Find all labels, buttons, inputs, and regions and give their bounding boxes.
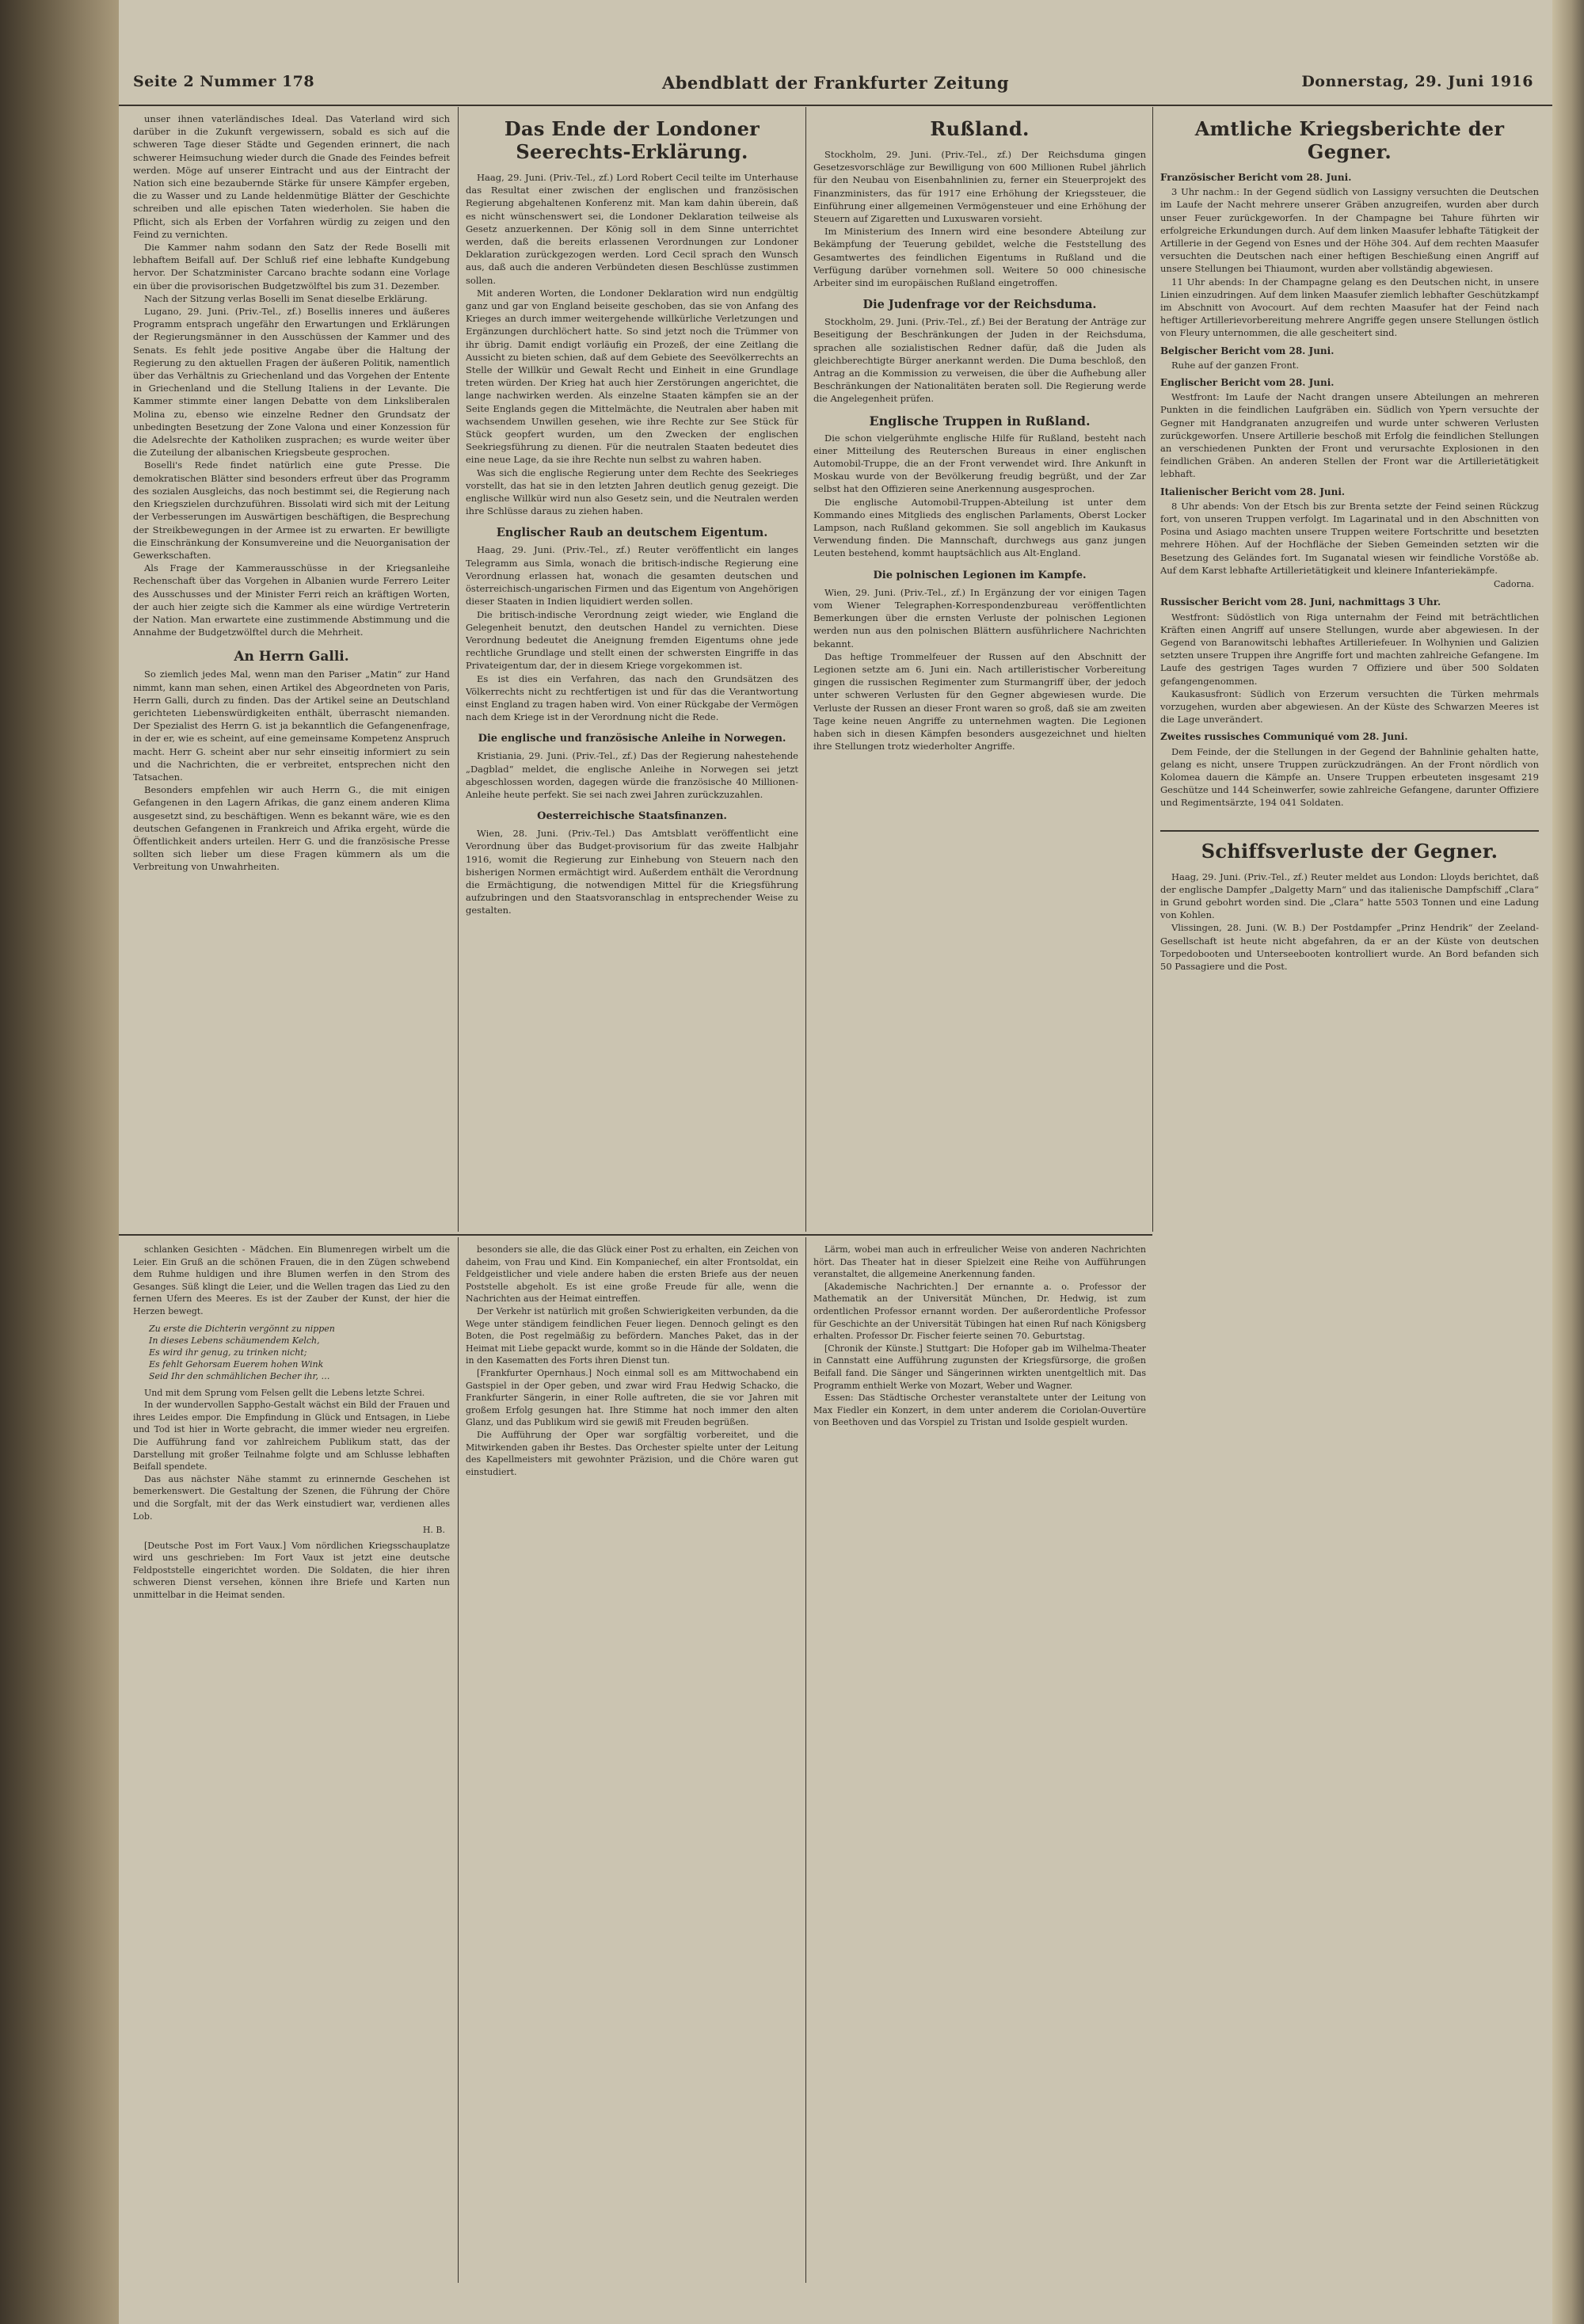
article-title: Rußland. xyxy=(930,117,1030,140)
article-title: Oesterreichische Staatsfinanzen. xyxy=(537,810,727,823)
article-title: Die polnischen Legionen im Kampfe. xyxy=(873,569,1087,581)
article-title: An Herrn Galli. xyxy=(234,649,349,665)
paragraph: Lugano, 29. Juni. (Priv.-Tel., zf.) Bosellis inneres und äußeres Programm entsprach ungefähr den Erwartungen und Erklärungen der Regierungsmänner in den Ausschüssen der Kammer und des Senats. Es fehlt jede positive Angabe über die Haltung der Regierung zu den aktuellen Fragen der äußeren Politik, namentlich über das Verhältnis zu Griechenland und das Vorgehen der Entente in Griechenland und die Stellung Italiens in der Levante. Die Kammer stimmte einer langen Debatte von dem Linksliberalen Molina zu, ebenso wie einzelne Redner den Grundsatz der unbedingten Besetzung der Zone Valona und einer Konzession für die Adelsrechte der Katholiken zusprachen; es wurde weiter über die Zuteilung der albanischen Kriegsbeute gesprochen. xyxy=(133,306,450,459)
section-divider xyxy=(119,1234,1152,1236)
paragraph: Im Ministerium des Innern wird eine besondere Abteilung zur Bekämpfung der Teuerung gebildet, welche die Feststellung des Gesamtwertes des feindlichen Eigentums in Rußland und die Verfügung darüber vornehmen soll. Weitere 50 000 chinesische Arbeiter sind im europäischen Rußland eingetroffen. xyxy=(813,226,1146,289)
paragraph: Haag, 29. Juni. (Priv.-Tel., zf.) Lord Robert Cecil teilte im Unterhause das Resultat einer zwischen der englischen und französischen Regierung abgehaltenen Konferenz mit. Man kam dahin überein, daß es nicht wünschenswert sei, die Londoner Deklaration teilweise als Gesetz anzuerkennen. Der König soll in dem Sinne unterrichtet werden, daß die bereits erlassenen Verordnungen zur Londoner Deklaration zurückgezogen werden. Lord Cecil sprach den Wunsch aus, daß auch die anderen Verbündeten diesen Beschlüsse zustimmen sollen. xyxy=(466,172,798,286)
paragraph: Kaukasusfront: Südlich von Erzerum versuchten die Türken mehrmals vorzugehen, wurden aber abgewiesen. An der Küste des Schwarzen Meeres ist die Lage unverändert. xyxy=(1160,688,1539,726)
paragraph: [Chronik der Künste.] Stuttgart: Die Hofoper gab im Wilhelma‑Theater in Cannstatt eine Aufführung zugunsten der Kriegsfürsorge, die großen Beifall fand. Die Sänger und Sängerinnen wirkten unentgeltlich mit. Das Programm enthielt Werke von Mozart, Weber und Wagner. xyxy=(813,1343,1146,1391)
feuilleton-column-3 xyxy=(813,1244,1146,2281)
paragraph: Mit anderen Worten, die Londoner Deklaration wird nun endgültig ganz und gar von England beiseite geschoben, das sie von Anfang des Krieges an durch immer weitergehende willkürliche Verletzungen und Ergänzungen durchlöchert hatte. So sind jetzt noch die Trümmer von ihr übrig. Damit endigt vorläufig ein Prozeß, der eine Zeitlang die Aussicht zu bieten schien, daß auf dem Gebiete des Seevölkerrechts an Stelle der Willkür und Gewalt Recht und Einheit in eine Grundlage treten würden. Der Krieg hat auch hier Zerstörungen angerichtet, die lange nachwirken werden. Als einzelne Staaten kämpfen sie an der Seite Englands gegen die Mittelmächte, die Neutralen aber haben mit wachsendem Unwillen gesehen, wie ihre Rechte zur See Stück für Stück geopfert wurden, um den Zwecken der englischen Seekriegsführung zu dienen. Für die neutralen Staaten bedeutet dies eine neue Lage, da sie ihre Rechte nun selbst zu wahren haben. xyxy=(466,287,798,466)
poem-line: In dieses Lebens schäumendem Kelch, xyxy=(149,1335,320,1346)
newspaper-page xyxy=(119,0,1552,2324)
paragraph: Als Frage der Kammerausschüsse in der Kriegsanleihe Rechenschaft über das Vorgehen in Albanien wurde Ferrero Leiter des Ausschusses und der Minister Ferri reich an kräftigen Worten, der auch hier zeigte sich die Kammer als eine würdige Vertreterin der Nation. Man erwartete eine zustimmende Abstimmung und die Annahme der Budgetzwölftel durch die Mehrheit. xyxy=(133,562,450,638)
column-rule xyxy=(1152,107,1153,1232)
report-heading: Russischer Bericht vom 28. Juni, nachmittags 3 Uhr. xyxy=(1160,596,1441,608)
column-rule xyxy=(805,1237,806,2283)
column-russland xyxy=(813,112,1146,1229)
paragraph: Die englische Automobil-Truppen-Abteilung ist unter dem Kommando eines Mitglieds des englischen Parlaments, Oberst Locker Lampson, nach Rußland gekommen. Sie soll angeblich im Kaukasus Verwendung finden. Die Mannschaft, durchwegs aus ganz jungen Leuten bestehend, kommt hauptsächlich aus Alt-England. xyxy=(813,496,1146,559)
paragraph: Westfront: Südöstlich von Riga unternahm der Feind mit beträchtlichen Kräften einen Angriff auf unsere Stellungen, wurde aber abgewiesen. In der Gegend von Baranowitschi lebhaftes Artilleriefeuer. In Wolhynien und Galizien setzten unsere Truppen ihre Angriffe fort und machten zahlreiche Gefangene. Im Laufe des gestrigen Tages wurden 7 Offiziere und über 500 Soldaten gefangengenommen. xyxy=(1160,611,1539,687)
paragraph: Stockholm, 29. Juni. (Priv.-Tel., zf.) Bei der Beratung der Anträge zur Beseitigung der Beschränkungen der Juden in der Reichsduma, sprachen alle sozialistischen Redner dafür, daß die Juden als gleichberechtigte Bürger anerkannt werden. Die Duma beschloß, den Antrag an die Kommission zu verweisen, die über die Aufhebung aller Beschränkungen der Nationalitäten beraten soll. Die Regierung werde die Angelegenheit prüfen. xyxy=(813,316,1146,405)
paragraph: [Deutsche Post im Fort Vaux.] Vom nördlichen Kriegsschauplatze wird uns geschrieben: Im Fort Vaux ist jetzt eine deutsche Feldpoststelle eingerichtet worden. Die Soldaten, die hier ihren schweren Dienst versehen, können ihre Briefe und Karten nun unmittelbar in die Heimat senden. xyxy=(133,1540,450,1601)
article-title: Die Judenfrage vor der Reichsduma. xyxy=(862,298,1097,312)
paragraph: Essen: Das Städtische Orchester veranstaltete unter der Leitung von Max Fiedler ein Konzert, in dem unter anderem die Coriolan‑Ouvertüre von Beethoven und das Vorspiel zu Tristan und Isolde gespielt wurden. xyxy=(813,1392,1146,1428)
paragraph: Das aus nächster Nähe stammt zu erinnernde Geschehen ist bemerkenswert. Die Gestaltung der Szenen, die Führung der Chöre und die Sorgfalt, mit der das Werk einstudiert war, verdienen alles Lob. xyxy=(133,1473,450,1522)
paragraph: Haag, 29. Juni. (Priv.-Tel., zf.) Reuter meldet aus London: Lloyds berichtet, daß der englische Dampfer „Dalgetty Marn“ und das italienische Dampfschiff „Clara“ in Grund gebohrt worden sind. Die „Clara“ hatte 5503 Tonnen und eine Ladung von Kohlen. xyxy=(1160,871,1539,921)
poem-line: Es fehlt Gehorsam Euerem hohen Wink xyxy=(149,1358,324,1370)
header-date: Donnerstag, 29. Juni 1916 xyxy=(1301,73,1533,90)
page-edge xyxy=(1552,0,1584,2324)
paragraph: Die Aufführung der Oper war sorgfältig vorbereitet, und die Mitwirkenden gaben ihr Bestes. Das Orchester spielte unter der Leitung des Kapellmeisters mit gewohnter Präzision, und die Chöre waren gut einstudiert. xyxy=(466,1429,798,1477)
paragraph: Boselli's Rede findet natürlich eine gute Presse. Die demokratischen Blätter sind besonders erfreut über das Programm des sozialen Ausgleichs, das noch bestimmt sei, die Regierung nach den Kriegszielen durchzuführen. Bissolati wird sich mit der Leitung der Verbesserungen im Auswärtigen beschäftigen, die Besprechung der Streikbewegungen in der Armee ist zu erwarten. Er bewilligte die Einschränkung der Konsumvereine und die Neuorganisation der Gewerkschaften. xyxy=(133,459,450,561)
signature: Cadorna. xyxy=(1493,579,1534,590)
column-rule xyxy=(805,107,806,1232)
paragraph: Vlissingen, 28. Juni. (W. B.) Der Postdampfer „Prinz Hendrik“ der Zeeland-Gesellschaft ist heute nicht abgefahren, da er an der Küste von deutschen Torpedobooten und Unterseebooten kontrolliert wurde. An Bord befanden sich 50 Passagiere und die Post. xyxy=(1160,922,1539,972)
paragraph: So ziemlich jedes Mal, wenn man den Pariser „Matin“ zur Hand nimmt, kann man sehen, einen Artikel des Abgeordneten von Paris, Herrn Galli, durch zu finden. Das der Artikel seine an Deutschland gerichteten Liebenswürdigkeiten enthält, überrascht niemanden. Der Spezialist des Herrn G. ist ja bekanntlich die Gefangenenfrage, in der er, wie es scheint, auf eine gemeinsame Kompetenz Anspruch macht. Herr G. scheint aber nur sehr einseitig informiert zu sein und die Nachrichten, die er verbreitet, entsprechen nicht den Tatsachen. xyxy=(133,669,450,783)
column-rule xyxy=(458,107,459,1232)
paragraph: Wien, 28. Juni. (Priv.-Tel.) Das Amtsblatt veröffentlicht eine Verordnung über das Budget-provisorium für das zweite Halbjahr 1916, womit die Regierung zur Einhebung von Steuern nach den bisherigen Normen ermächtigt wird. Außerdem enthält die Verordnung die Ermächtigung, die notwendigen Mittel für die Kriegsführung aufzubringen und den Staatsvoranschlag in entsprechender Weise zu gestalten. xyxy=(466,828,798,916)
paragraph: Was sich die englische Regierung unter dem Rechte des Seekrieges vorstellt, das hat sie in den letzten Jahren deutlich genug gezeigt. Die englische Willkür wird nun also Gesetz sein, und die Neutralen werden ihre Schlüsse daraus zu ziehen haben. xyxy=(466,467,798,517)
article-title: Englische Truppen in Rußland. xyxy=(869,413,1091,429)
paragraph: Nach der Sitzung verlas Boselli im Senat dieselbe Erklärung. xyxy=(144,292,428,304)
paragraph: Kristiania, 29. Juni. (Priv.-Tel., zf.) Das der Regierung nahestehende „Dagblad“ meldet, die englische Anleihe in Norwegen sei jetzt abgeschlossen worden, dagegen würde die französische 40 Millionen-Anleihe heute perfekt. Sie sei nach zwei Jahren zurückzuzahlen. xyxy=(466,750,798,800)
report-heading: Belgischer Bericht vom 28. Juni. xyxy=(1160,345,1335,356)
poem-line: Seid Ihr den schmählichen Becher ihr, … xyxy=(149,1370,330,1381)
paragraph: [Frankfurter Opernhaus.] Noch einmal soll es am Mittwochabend ein Gastspiel in der Oper geben, und zwar wird Frau Hedwig Schacko, die Frankfurter Sängerin, in einer Rolle auftreten, die sie vor Jahren mit großem Erfolg gesungen hat. Ihre Stimme hat noch immer den alten Glanz, und das Publikum wird sie gewiß mit Freuden begrüßen. xyxy=(466,1367,798,1428)
paragraph: [Akademische Nachrichten.] Der ernannte a. o. Professor der Mathematik an der Universität München, Dr. Hedwig, ist zum ordentlichen Professor ernannt worden. Der außerordentliche Professor für Geschichte an der Universität Tübingen hat einen Ruf nach Königsberg erhalten. Professor Dr. Fischer feierte seinen 70. Geburtstag. xyxy=(813,1281,1146,1342)
paragraph: Westfront: Im Laufe der Nacht drangen unsere Abteilungen an mehreren Punkten in die feindlichen Laufgräben ein. Südlich von Ypern versuchte der Gegner mit Handgranaten anzugreifen und wurde unter schweren Verlusten zurückgeworfen. Unsere Artillerie beschoß mit Erfolg die feindlichen Stellungen an verschiedenen Punkten der Front und verursachte Explosionen in den feindlichen Gräben. An anderen Stellen der Front war die Artillerietätigkeit lebhaft. xyxy=(1160,391,1539,480)
column-italy xyxy=(133,112,450,1229)
feuilleton-column-1 xyxy=(133,1244,450,2281)
report-heading: Zweites russisches Communiqué vom 28. Juni. xyxy=(1160,731,1408,743)
paragraph: Dem Feinde, der die Stellungen in der Gegend der Bahnlinie gehalten hatte, gelang es nicht, unsere Truppen zurückzudrängen. An der Front nördlich von Kolomea dauern die Kämpfe an. Unsere Truppen erbeuteten insgesamt 219 Geschütze und 144 Scheinwerfer, sowie zahlreiche Gefangene, darunter Offiziere und Regimentsärzte, 194 041 Soldaten. xyxy=(1160,745,1539,809)
paragraph: Wien, 29. Juni. (Priv.-Tel., zf.) In Ergänzung der vor einigen Tagen vom Wiener Telegraphen-Korrespondenzbureau veröffentlichten Bemerkungen über die ernsten Verluste der polnischen Legionen werden nun aus den polnischen Blättern ausführlichere Nachrichten bekannt. xyxy=(813,586,1146,650)
column-rule xyxy=(458,1237,459,2283)
paragraph: Die Kammer nahm sodann den Satz der Rede Boselli mit lebhaftem Beifall auf. Der Schluß rief eine lebhafte Kundgebung hervor. Der Schatzminister Carcano brachte sodann eine Vorlage ein über die provisorischen Budgetzwölftel bis zum 31. Dezember. xyxy=(133,242,450,291)
paragraph: Der Verkehr ist natürlich mit großen Schwierigkeiten verbunden, da die Wege unter ständigem feindlichen Feuer liegen. Dennoch gelingt es den Boten, die Post regelmäßig zu befördern. Manches Paket, das in der Heimat mit Liebe gepackt wurde, kommt so in die Hände der Soldaten, die in den Kasematten des Forts ihren Dienst tun. xyxy=(466,1305,798,1366)
paragraph: schlanken Gesichten ‑ Mädchen. Ein Blumenregen wirbelt um die Leier. Ein Gruß an die schönen Frauen, die in den Zügen schwebend dem Ruhme huldigen und ihre Blumen werfen in den Strom des Gesanges. Süß klingt die Leier, und die Wellen tragen das Lied zu den fernen Ufern des Meeres. Es ist der Zauber der Kunst, der hier die Herzen bewegt. xyxy=(133,1244,450,1316)
paragraph: Stockholm, 29. Juni. (Priv.-Tel., zf.) Der Reichsduma gingen Gesetzesvorschläge zur Bewilligung von 600 Millionen Rubel jährlich für den Neubau von Eisenbahnlinien zu, ferner ein Steuerprojekt des Finanzministers, das für 1917 eine Erhöhung der Kriegssteuer, die Einführung einer allgemeinen Vermögensteuer und eine Erhöhung der Steuern auf Zigaretten und Luxuswaren vorsieht. xyxy=(813,149,1146,225)
paragraph: Es ist dies ein Verfahren, das nach den Grundsätzen des Völkerrechts nicht zu rechtfertigen ist und für das die Verantwortung einst England zu tragen haben wird. Von einer Rückgabe der Vermögen nach dem Kriege ist in der Verordnung nicht die Rede. xyxy=(466,672,798,723)
column-kriegsberichte xyxy=(1160,112,1539,2283)
article-title: Englischer Raub an deutschem Eigentum. xyxy=(496,526,768,540)
article-title: Amtliche Kriegsberichte der Gegner. xyxy=(1194,117,1505,163)
paragraph: 3 Uhr nachm.: In der Gegend südlich von Lassigny versuchten die Deutschen im Laufe der Nacht mehrere unserer Gräben anzugreifen, wurden aber durch unser Feuer zurückgeworfen. In der Champagne bei Tahure führten wir erfolgreiche Erkundungen durch. Auf dem linken Maasufer lebhafte Tätigkeit der Artillerie in der Gegend von Esnes und der Höhe 304. Auf dem rechten Maasufer versuchten die Deutschen nach einer heftigen Beschießung einen Angriff auf unsere Stellungen bei Thiaumont, wurden aber vollständig abgewiesen. xyxy=(1160,186,1539,275)
report-heading: Englischer Bericht vom 28. Juni. xyxy=(1160,377,1335,389)
paragraph: Besonders empfehlen wir auch Herrn G., die mit einigen Gefangenen in den Lagern Afrikas, die ganz einem anderen Klima ausgesetzt sind, zu beschäftigen. Wenn es bekannt wäre, wie es den deutschen Gefangenen in Frankreich und Afrika ergeht, würde die Öffentlichkeit anders urteilen. Herr G. und die französische Presse sollten sich lieber um diese Fragen kümmern als um die Verbreitung von Unwahrheiten. xyxy=(133,784,450,873)
paragraph: Lärm, wobei man auch in erfreulicher Weise von anderen Nachrichten hört. Das Theater hat in dieser Spielzeit eine Reihe von Aufführungen veranstaltet, die allgemeine Anerkennung fanden. xyxy=(813,1244,1146,1280)
article-title: Das Ende der Londoner Seerechts-Erklärung. xyxy=(504,117,760,163)
poem-line: Zu erste die Dichterin vergönnt zu nippen xyxy=(149,1323,335,1334)
report-heading: Französischer Bericht vom 28. Juni. xyxy=(1160,172,1352,183)
paragraph: Die schon vielgerühmte englische Hilfe für Rußland, besteht nach einer Mitteilung des Reuterschen Bureaus in einer englischen Automobil-Truppe, die an der Front verwendet wird. Ihre Ankunft in Moskau wurde von der Bevölkerung freudig begrüßt, und der Zar selbst hat den Offizieren seine Anerkennung ausgesprochen. xyxy=(813,432,1146,495)
article-title: Schiffsverluste der Gegner. xyxy=(1160,830,1539,863)
column-seerecht xyxy=(466,112,798,1229)
paragraph: In der wundervollen Sappho‑Gestalt wächst ein Bild der Frauen und ihres Leides empor. Die Empfindung in Glück und Entsagen, in Liebe und Tod ist hier in Worte gebracht, die immer wieder neu ergreifen. Die Aufführung fand vor zahlreichem Publikum statt, das der Darstellung mit großer Teilnahme folgte und am Schlusse lebhaften Beifall spendete. xyxy=(133,1400,450,1473)
paragraph: besonders sie alle, die das Glück einer Post zu erhalten, ein Zeichen von daheim, von Frau und Kind. Ein Kompaniechef, ein alter Frontsoldat, ein Feldgeistlicher und viele andere haben die ersten Briefe aus der neuen Poststelle abgeholt. Es ist eine große Freude für alle, wenn die Nachrichten aus der Heimat eintreffen. xyxy=(466,1244,798,1305)
paragraph: 11 Uhr abends: In der Champagne gelang es den Deutschen nicht, in unsere Linien einzudringen. Auf dem linken Maasufer ziemlich lebhafter Geschützkampf im Abschnitt von Avocourt. Auf dem rechten Maasufer hat der Feind nach heftiger Artillerievorbereitung mehrere Angriffe gegen unsere Stellungen östlich von Fleury unternommen, die alle gescheitert sind. xyxy=(1160,276,1539,339)
paragraph: Das heftige Trommelfeuer der Russen auf den Abschnitt der Legionen setzte am 6. Juni ein. Nach artilleristischer Vorbereitung gingen die russischen Regimenter zum Sturmangriff über, der jedoch unter schweren Verlusten für den Gegner abgewiesen wurde. Die Verluste der Russen an dieser Front waren so groß, daß sie am zweiten Tage keine neuen Angriffe zu unternehmen wagten. Die Legionen haben sich in diesen Kämpfen besonders ausgezeichnet und hielten ihre Stellungen trotz wiederholter Angriffe. xyxy=(813,650,1146,752)
article-title: Die englische und französische Anleihe in Norwegen. xyxy=(478,733,786,745)
poem-line: Es wird ihr genug, zu trinken nicht; xyxy=(149,1347,307,1358)
page-header xyxy=(119,63,1552,106)
paragraph: 8 Uhr abends: Von der Etsch bis zur Brenta setzte der Feind seinen Rückzug fort, von unseren Truppen verfolgt. Im Lagarinatal und in den Abschnitten von Posina und Asiago machten unsere Truppen weitere Fortschritte und besetzten mehrere Höhen. Auf der Hochfläche der Sieben Gemeinden setzten wir die Besetzung des Geländes fort. Im Suganatal wiesen wir feindliche Vorstöße ab. Auf dem Karst lebhafte Artillerietätigkeit und kleinere Infanteriekämpfe. xyxy=(1160,500,1539,576)
feuilleton-column-2 xyxy=(466,1244,798,2281)
paragraph: Die britisch-indische Verordnung zeigt wieder, wie England die Gelegenheit benutzt, den deutschen Handel zu vernichten. Diese Verordnung bedeutet die Aneignung fremden Eigentums ohne jede rechtliche Grundlage und stellt einen der schwersten Eingriffe in das Privateigentum dar, der in diesem Kriege vorgekommen ist. xyxy=(466,608,798,672)
book-binding xyxy=(0,0,135,2324)
header-page-number: Seite 2 Nummer 178 xyxy=(133,73,315,90)
report-heading: Italienischer Bericht vom 28. Juni. xyxy=(1160,486,1346,497)
masthead: Abendblatt der Frankfurter Zeitung xyxy=(661,73,1010,93)
poem xyxy=(149,1323,450,1382)
paragraph: Ruhe auf der ganzen Front. xyxy=(1171,359,1300,371)
signature: H. B. xyxy=(422,1525,445,1536)
paragraph: unser ihnen vaterländisches Ideal. Das Vaterland wird sich darüber in die Zukunft vergewissern, sobald es sich auf die schweren Tage dieser Städte und Gegenden erinnert, die nach schwerer Heimsuchung wieder durch die Gnade des Feindes befreit werden. Möge auf unserer Eintracht und aus der Eintracht der Nation sich eine bezaubernde Stärke für unsere Kämpfer ergeben, die zu Wasser und zu Lande heldenmütige Blätter der Geschichte schreiben und alle epischen Taten wiederholen. Sie haben die Pflicht, sich als Erben der Vorfahren würdig zu zeigen und den Feind zu vernichten. xyxy=(133,113,450,240)
paragraph: Und mit dem Sprung vom Felsen gellt die Lebens letzte Schrei. xyxy=(144,1387,425,1398)
paragraph: Haag, 29. Juni. (Priv.-Tel., zf.) Reuter veröffentlicht ein langes Telegramm aus Simla, wonach die britisch-indische Regierung eine Verordnung erlassen hat, wonach die gesamten deutschen und österreichisch-ungarischen Firmen und das Eigentum von Angehörigen dieser Staaten in Indien liquidiert werden sollen. xyxy=(466,544,798,608)
